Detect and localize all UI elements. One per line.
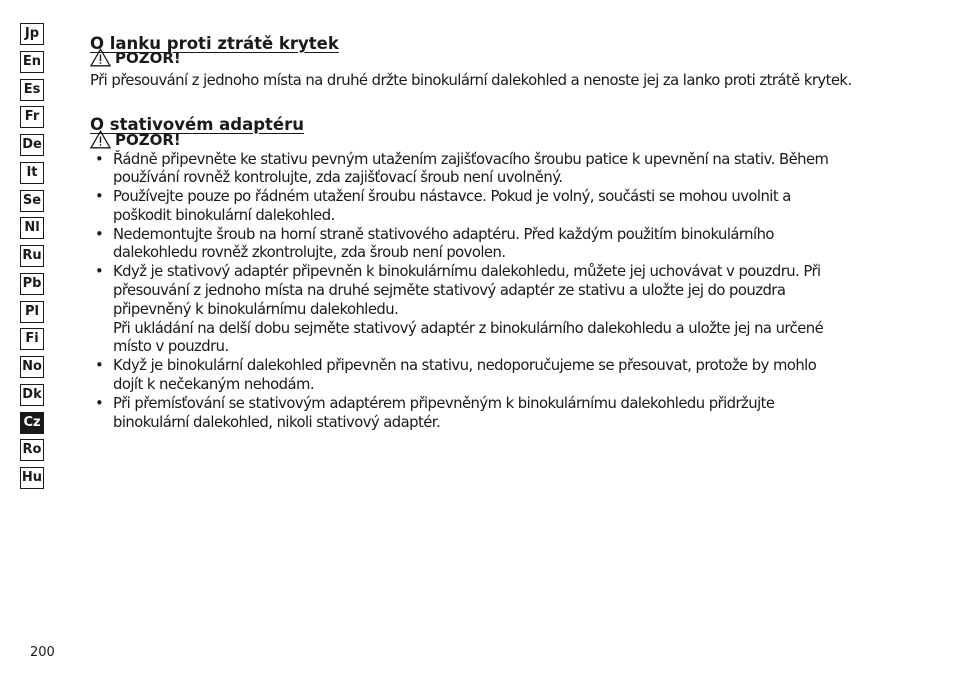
lanyard-warning-text: Při přesouvání z jednoho místa na druhé držte binokulární dalekohled a nenoste jej za lanko proti ztrátě krytek.	[90, 71, 852, 89]
page-number: 200	[30, 645, 55, 660]
list-item-line: binokulární dalekohled, nikoli stativový adaptér.	[113, 413, 441, 431]
list-item	[90, 263, 828, 357]
bullet-marker: •	[95, 357, 104, 375]
list-item-line: Když je stativový adaptér připevněn k binokulárnímu dalekohledu, můžete jej uchovávat v pouzdru. Při	[113, 263, 821, 281]
language-tab-nl[interactable]: Nl	[20, 217, 44, 239]
list-item	[90, 151, 828, 189]
list-item-line: poškodit binokulární dalekohled.	[113, 206, 335, 224]
list-item-line: Když je binokulární dalekohled připevněn na stativu, nedoporučujeme se přesouvat, protože by mohlo	[113, 357, 817, 375]
language-tab-ro[interactable]: Ro	[20, 439, 44, 461]
language-tab-ru[interactable]: Ru	[20, 245, 44, 267]
list-item-line: Při přemísťování se stativovým adaptérem připevněným k binokulárnímu dalekohledu přidržujte	[113, 394, 775, 412]
list-item-line: dojít k nečekaným nehodám.	[113, 376, 314, 394]
tripod-adapter-warning-list	[90, 151, 828, 433]
bullet-marker: •	[95, 225, 104, 243]
language-tab-de[interactable]: De	[20, 134, 44, 156]
list-item-line: dalekohledu rovněž zkontrolujte, zda šroub není povolen.	[113, 244, 506, 262]
language-tab-es[interactable]: Es	[20, 79, 44, 101]
language-tab-list	[20, 23, 44, 495]
language-tab-hu[interactable]: Hu	[20, 467, 44, 489]
section-title-tripod-adapter: O stativovém adaptéru	[90, 114, 304, 134]
list-item	[90, 188, 828, 226]
language-tab-dk[interactable]: Dk	[20, 384, 44, 406]
list-item-line: Používejte pouze po řádném utažení šroubu nástavce. Pokud je volný, součásti se mohou uvolnit a	[113, 188, 791, 206]
language-tab-fi[interactable]: Fi	[20, 328, 44, 350]
bullet-marker: •	[95, 150, 104, 168]
list-item-line: Řádně připevněte ke stativu pevným utažením zajišťovacího šroubu patice k upevnění na stativ. Během	[113, 150, 829, 168]
list-item-line: Při ukládání na delší dobu sejměte stativový adaptér z binokulárního dalekohledu a uložte jej na určené	[113, 319, 824, 337]
list-item	[90, 357, 828, 395]
language-tab-jp[interactable]: Jp	[20, 23, 44, 45]
warning-label: POZOR!	[115, 130, 181, 149]
warning-heading-tripod-adapter	[90, 130, 181, 149]
warning-heading-lanyard	[90, 48, 181, 67]
list-item	[90, 226, 828, 264]
warning-label: POZOR!	[115, 48, 181, 67]
language-tab-no[interactable]: No	[20, 356, 44, 378]
section-title-lanyard: O lanku proti ztrátě krytek	[90, 33, 339, 53]
language-tab-se[interactable]: Se	[20, 190, 44, 212]
language-tab-pl[interactable]: Pl	[20, 301, 44, 323]
list-item-line: připevněný k binokulárnímu dalekohledu.	[113, 300, 399, 318]
warning-triangle-icon	[90, 130, 111, 149]
bullet-marker: •	[95, 188, 104, 206]
bullet-marker: •	[95, 263, 104, 281]
list-item	[90, 395, 828, 433]
list-item-line: Nedemontujte šroub na horní straně stativového adaptéru. Před každým použitím binokulárního	[113, 225, 774, 243]
language-tab-it[interactable]: It	[20, 162, 44, 184]
warning-triangle-icon	[90, 48, 111, 67]
list-item-line: místo v pouzdru.	[113, 338, 229, 356]
language-tab-en[interactable]: En	[20, 51, 44, 73]
language-tab-cz[interactable]: Cz	[20, 412, 44, 434]
language-tab-fr[interactable]: Fr	[20, 106, 44, 128]
list-item-line: používání rovněž kontrolujte, zda zajišťovací šroub není uvolněný.	[113, 169, 563, 187]
bullet-marker: •	[95, 394, 104, 412]
list-item-line: přesouvání z jednoho místa na druhé sejměte stativový adaptér ze stativu a uložte jej do pouzdra	[113, 282, 786, 300]
language-tab-pb[interactable]: Pb	[20, 273, 44, 295]
